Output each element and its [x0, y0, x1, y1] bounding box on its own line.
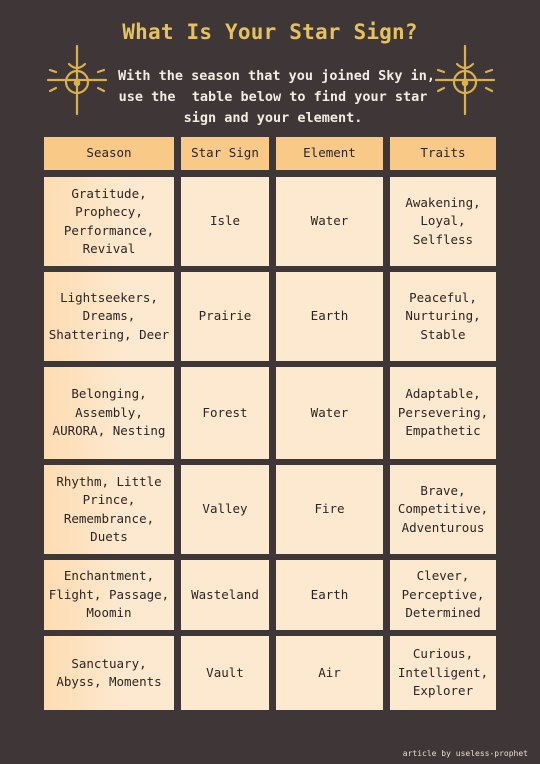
traits-text-line: Curious, [412, 646, 474, 662]
traits-cell [390, 272, 496, 361]
traits-text-line: Explorer [412, 683, 474, 699]
header-element: Element [276, 137, 383, 170]
season-text-line: Rhythm, Little [56, 473, 162, 489]
traits-text-line: Stable [420, 326, 466, 342]
traits-text-line: Intelligent, [397, 664, 489, 680]
traits-cell [390, 177, 496, 266]
season-cell [44, 465, 174, 554]
element-cell [276, 636, 383, 710]
element-cell [276, 272, 383, 361]
element-text: Air [318, 664, 341, 680]
element-text: Water [310, 404, 349, 420]
traits-text-line: Perceptive, [401, 586, 485, 602]
season-text-line: Belonging, [71, 386, 147, 402]
element-text: Water [310, 213, 349, 229]
season-text-line: Duets [90, 529, 128, 544]
element-cell [276, 177, 383, 266]
intro-line-2: use the table below to find your star [118, 89, 428, 105]
element-text: Earth [310, 586, 349, 602]
season-text-line: Dreams, [82, 308, 136, 324]
element-text: Fire [314, 501, 345, 517]
season-cell [44, 367, 174, 459]
star-sign-text: Vault [206, 664, 244, 680]
traits-cell [390, 465, 496, 554]
season-text-line: Prince, [82, 492, 136, 507]
star-sign-cell [181, 367, 269, 459]
header-star-sign: Star Sign [181, 137, 269, 170]
traits-text-line: Nurturing, [405, 308, 481, 324]
element-text: Earth [310, 308, 349, 324]
season-text-line: Revival [82, 241, 136, 256]
season-text-line: Assembly, [75, 404, 143, 420]
season-text-line: Enchantment, [63, 568, 155, 584]
season-text-line: Sanctuary, [71, 655, 147, 671]
header-traits: Traits [390, 137, 496, 170]
traits-text-line: Brave, [420, 482, 466, 498]
traits-text-line: Loyal, [420, 213, 466, 229]
traits-cell [390, 636, 496, 710]
traits-text-line: Determined [405, 605, 481, 621]
traits-text-line: Peaceful, [409, 289, 477, 305]
season-cell [44, 177, 174, 266]
season-text-line: Remembrance, [63, 510, 155, 526]
traits-text-line: Adventurous [401, 519, 485, 535]
star-sign-text: Valley [202, 501, 248, 517]
season-text-line: Performance, [63, 222, 155, 238]
traits-text-line: Selfless [412, 231, 474, 247]
intro-line-1: With the season that you joined Sky in, [118, 68, 435, 84]
season-text-line: Shattering, Deer [48, 326, 170, 342]
season-cell [44, 560, 174, 630]
header-season: Season [44, 137, 174, 170]
traits-text-line: Clever, [416, 568, 470, 584]
season-text-line: Flight, Passage, [48, 586, 170, 602]
traits-text-line: Empathetic [405, 423, 481, 439]
star-sign-text: Prairie [198, 308, 252, 324]
intro-line-3: sign and your element. [183, 110, 363, 126]
star-sign-text: Forest [202, 404, 248, 420]
star-sign-cell [181, 560, 269, 630]
season-text-line: Lightseekers, [60, 289, 158, 305]
star-sign-text: Isle [209, 213, 241, 229]
star-sign-cell [181, 636, 269, 710]
credit-text: article by useless-prophet [402, 749, 528, 758]
season-text-line: Moomin [86, 605, 132, 621]
traits-text-line: Adaptable, [405, 386, 481, 402]
season-text-line: AURORA, Nesting [52, 423, 166, 439]
star-sign-text: Wasteland [191, 586, 259, 602]
traits-text-line: Persevering, [397, 404, 489, 420]
element-cell [276, 367, 383, 459]
season-cell [44, 636, 174, 710]
season-text-line: Gratitude, [71, 185, 147, 201]
traits-text-line: Competitive, [397, 501, 489, 517]
page-title: What Is Your Star Sign? [122, 20, 418, 44]
element-cell [276, 560, 383, 630]
season-text-line: Abyss, Moments [56, 674, 162, 689]
traits-text-line: Awakening, [405, 194, 481, 210]
element-cell [276, 465, 383, 554]
star-sign-cell [181, 177, 269, 266]
traits-cell [390, 367, 496, 459]
season-text-line: Prophecy, [75, 204, 143, 219]
season-cell [44, 272, 174, 361]
star-sign-cell [181, 465, 269, 554]
traits-cell [390, 560, 496, 630]
star-sign-cell [181, 272, 269, 361]
